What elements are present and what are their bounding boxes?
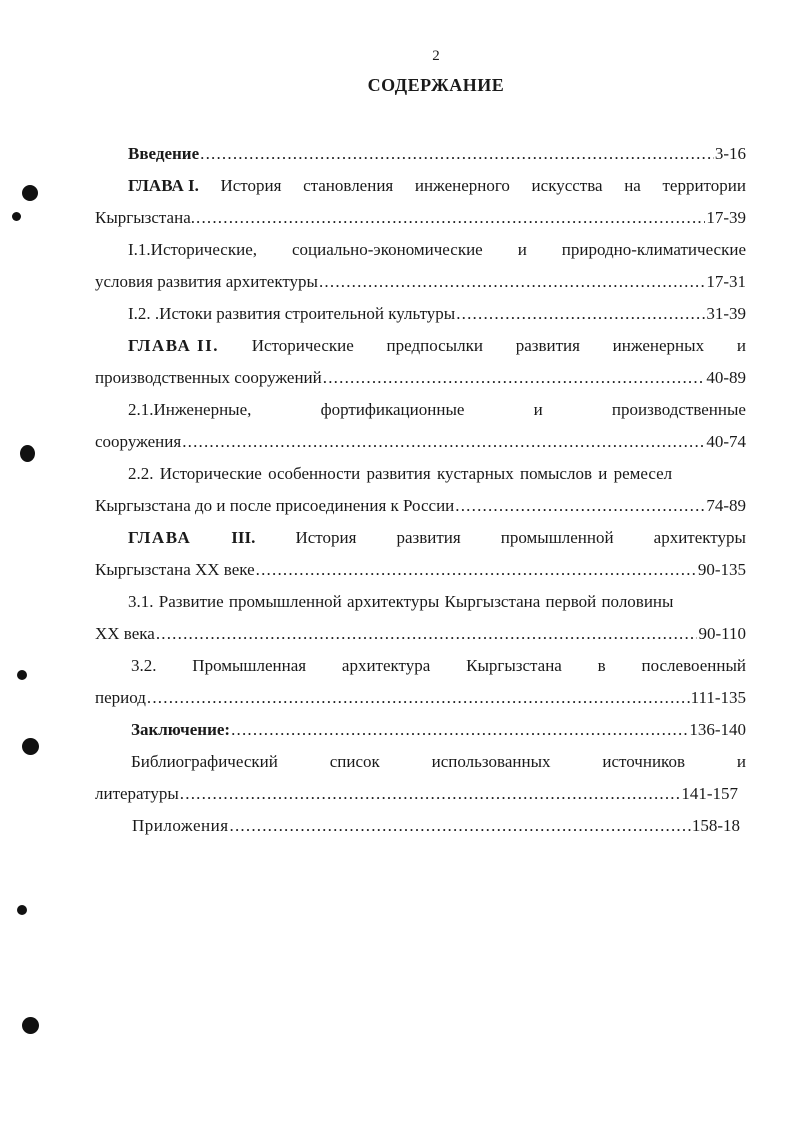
toc-entry-label: I.2. .Истоки развития строительной культуры (128, 304, 456, 323)
toc-word: социально-экономические (292, 240, 483, 259)
toc-entry-intro (95, 138, 746, 170)
dot-leader (156, 618, 698, 650)
toc-entry-section-3-1 (95, 586, 746, 650)
toc-entry-label: Кыргызстана XX веке (95, 560, 255, 579)
toc-word: Кыргызстана (466, 656, 562, 675)
toc-entry-section-1-2 (95, 298, 746, 330)
dot-leader (196, 202, 705, 234)
toc-entry-pages: 111-135 (690, 688, 746, 707)
toc-word: и (517, 240, 527, 259)
toc-word: территории (662, 176, 746, 195)
toc-word: 2.1.Инженерные, (128, 400, 252, 419)
toc-entry-label: Приложения (132, 816, 229, 835)
dot-leader (256, 554, 697, 586)
toc-entry-heading: 3.1. Развитие промышленной архитектуры Кыргызстана первой половины (128, 592, 674, 611)
page-title: СОДЕРЖАНИЕ (367, 75, 505, 95)
toc-word: развития (515, 336, 580, 355)
chapter-label: ГЛАВА I. (128, 176, 199, 195)
toc-word: список (329, 752, 380, 771)
toc-entry-pages: 136-140 (689, 720, 746, 739)
table-of-contents (95, 138, 746, 842)
toc-word: предпосылки (386, 336, 483, 355)
binder-hole-mark (20, 445, 35, 462)
dot-leader (182, 426, 705, 458)
toc-word: фортификационные (320, 400, 465, 419)
toc-entry-bibliography (95, 746, 746, 810)
toc-entry-label: Введение (128, 144, 200, 163)
toc-entry-chapter-1 (95, 170, 746, 234)
toc-entry-section-2-2 (95, 458, 746, 522)
binder-hole-mark (22, 1017, 39, 1034)
toc-word: Библиографический (131, 752, 278, 771)
toc-entry-label: XX века (95, 624, 155, 643)
dot-leader (319, 266, 705, 298)
binder-hole-mark (17, 670, 27, 680)
toc-word: развития (396, 528, 461, 547)
chapter-label: ГЛАВА II. (128, 336, 219, 355)
toc-entry-section-3-2 (95, 650, 746, 714)
toc-word: История (220, 176, 282, 195)
toc-word: и (736, 752, 746, 771)
binder-hole-mark (22, 185, 38, 201)
toc-word: и (736, 336, 746, 355)
toc-entry-pages: 31-39 (706, 304, 746, 323)
toc-word: инженерных (612, 336, 705, 355)
toc-word: природно-климатические (561, 240, 746, 259)
toc-entry-pages: 90-135 (697, 560, 746, 579)
toc-entry-appendix (95, 810, 746, 842)
toc-word: Промышленная (192, 656, 307, 675)
toc-entry-section-2-1 (95, 394, 746, 458)
chapter-label: III. (231, 528, 256, 547)
toc-word: производственные (611, 400, 746, 419)
toc-word: архитектуры (653, 528, 746, 547)
toc-word: становления (303, 176, 394, 195)
dot-leader (230, 810, 691, 842)
toc-word: источников (602, 752, 685, 771)
toc-word: инженерного (414, 176, 510, 195)
toc-entry-pages: 141-157 (681, 784, 738, 803)
toc-word: 3.2. (131, 656, 157, 675)
toc-entry-label: сооружения (95, 432, 182, 451)
toc-entry-label: производственных сооружений (95, 368, 322, 387)
dot-leader (456, 298, 705, 330)
toc-entry-pages: 74-89 (706, 496, 746, 515)
toc-entry-pages: 158-18 (691, 816, 740, 835)
toc-word: использованных (431, 752, 551, 771)
toc-word: Исторические (251, 336, 354, 355)
toc-entry-pages: 40-89 (706, 368, 746, 387)
page-number: 2 (432, 48, 440, 64)
toc-entry-pages: 17-39 (706, 208, 746, 227)
dot-leader (455, 490, 705, 522)
toc-entry-chapter-2 (95, 330, 746, 394)
toc-entry-label: условия развития архитектуры (95, 272, 318, 291)
toc-word: архитектура (341, 656, 431, 675)
binder-hole-mark (17, 905, 27, 915)
toc-word: История (295, 528, 357, 547)
toc-entry-pages: 90-110 (698, 624, 746, 643)
toc-entry-pages: 40-74 (706, 432, 746, 451)
chapter-label: ГЛАВА (128, 528, 192, 547)
toc-word: I.1.Исторические, (128, 240, 258, 259)
toc-entry-heading: 2.2. Исторические особенности развития кустарных помыслов и ремесел (128, 464, 673, 483)
toc-entry-conclusion (95, 714, 746, 746)
toc-entry-label: литературы (95, 784, 179, 803)
toc-entry-label: Кыргызстана. (95, 208, 195, 227)
dot-leader (147, 682, 690, 714)
toc-word: на (624, 176, 641, 195)
toc-word: искусства (531, 176, 603, 195)
dot-leader (200, 138, 714, 170)
dot-leader (231, 714, 688, 746)
toc-entry-pages: 3-16 (714, 144, 746, 163)
toc-entry-chapter-3 (95, 522, 746, 586)
dot-leader (323, 362, 706, 394)
toc-entry-pages: 17-31 (706, 272, 746, 291)
toc-entry-label: Кыргызстана до и после присоединения к России (95, 496, 455, 515)
toc-word: послевоенный (641, 656, 746, 675)
toc-word: промышленной (500, 528, 614, 547)
binder-hole-mark (12, 212, 21, 221)
toc-word: и (533, 400, 543, 419)
dot-leader (180, 778, 681, 810)
toc-entry-section-1-1 (95, 234, 746, 298)
toc-entry-label: период (95, 688, 146, 707)
toc-word: в (597, 656, 606, 675)
binder-hole-mark (22, 738, 39, 755)
toc-entry-label: Заключение: (131, 720, 231, 739)
